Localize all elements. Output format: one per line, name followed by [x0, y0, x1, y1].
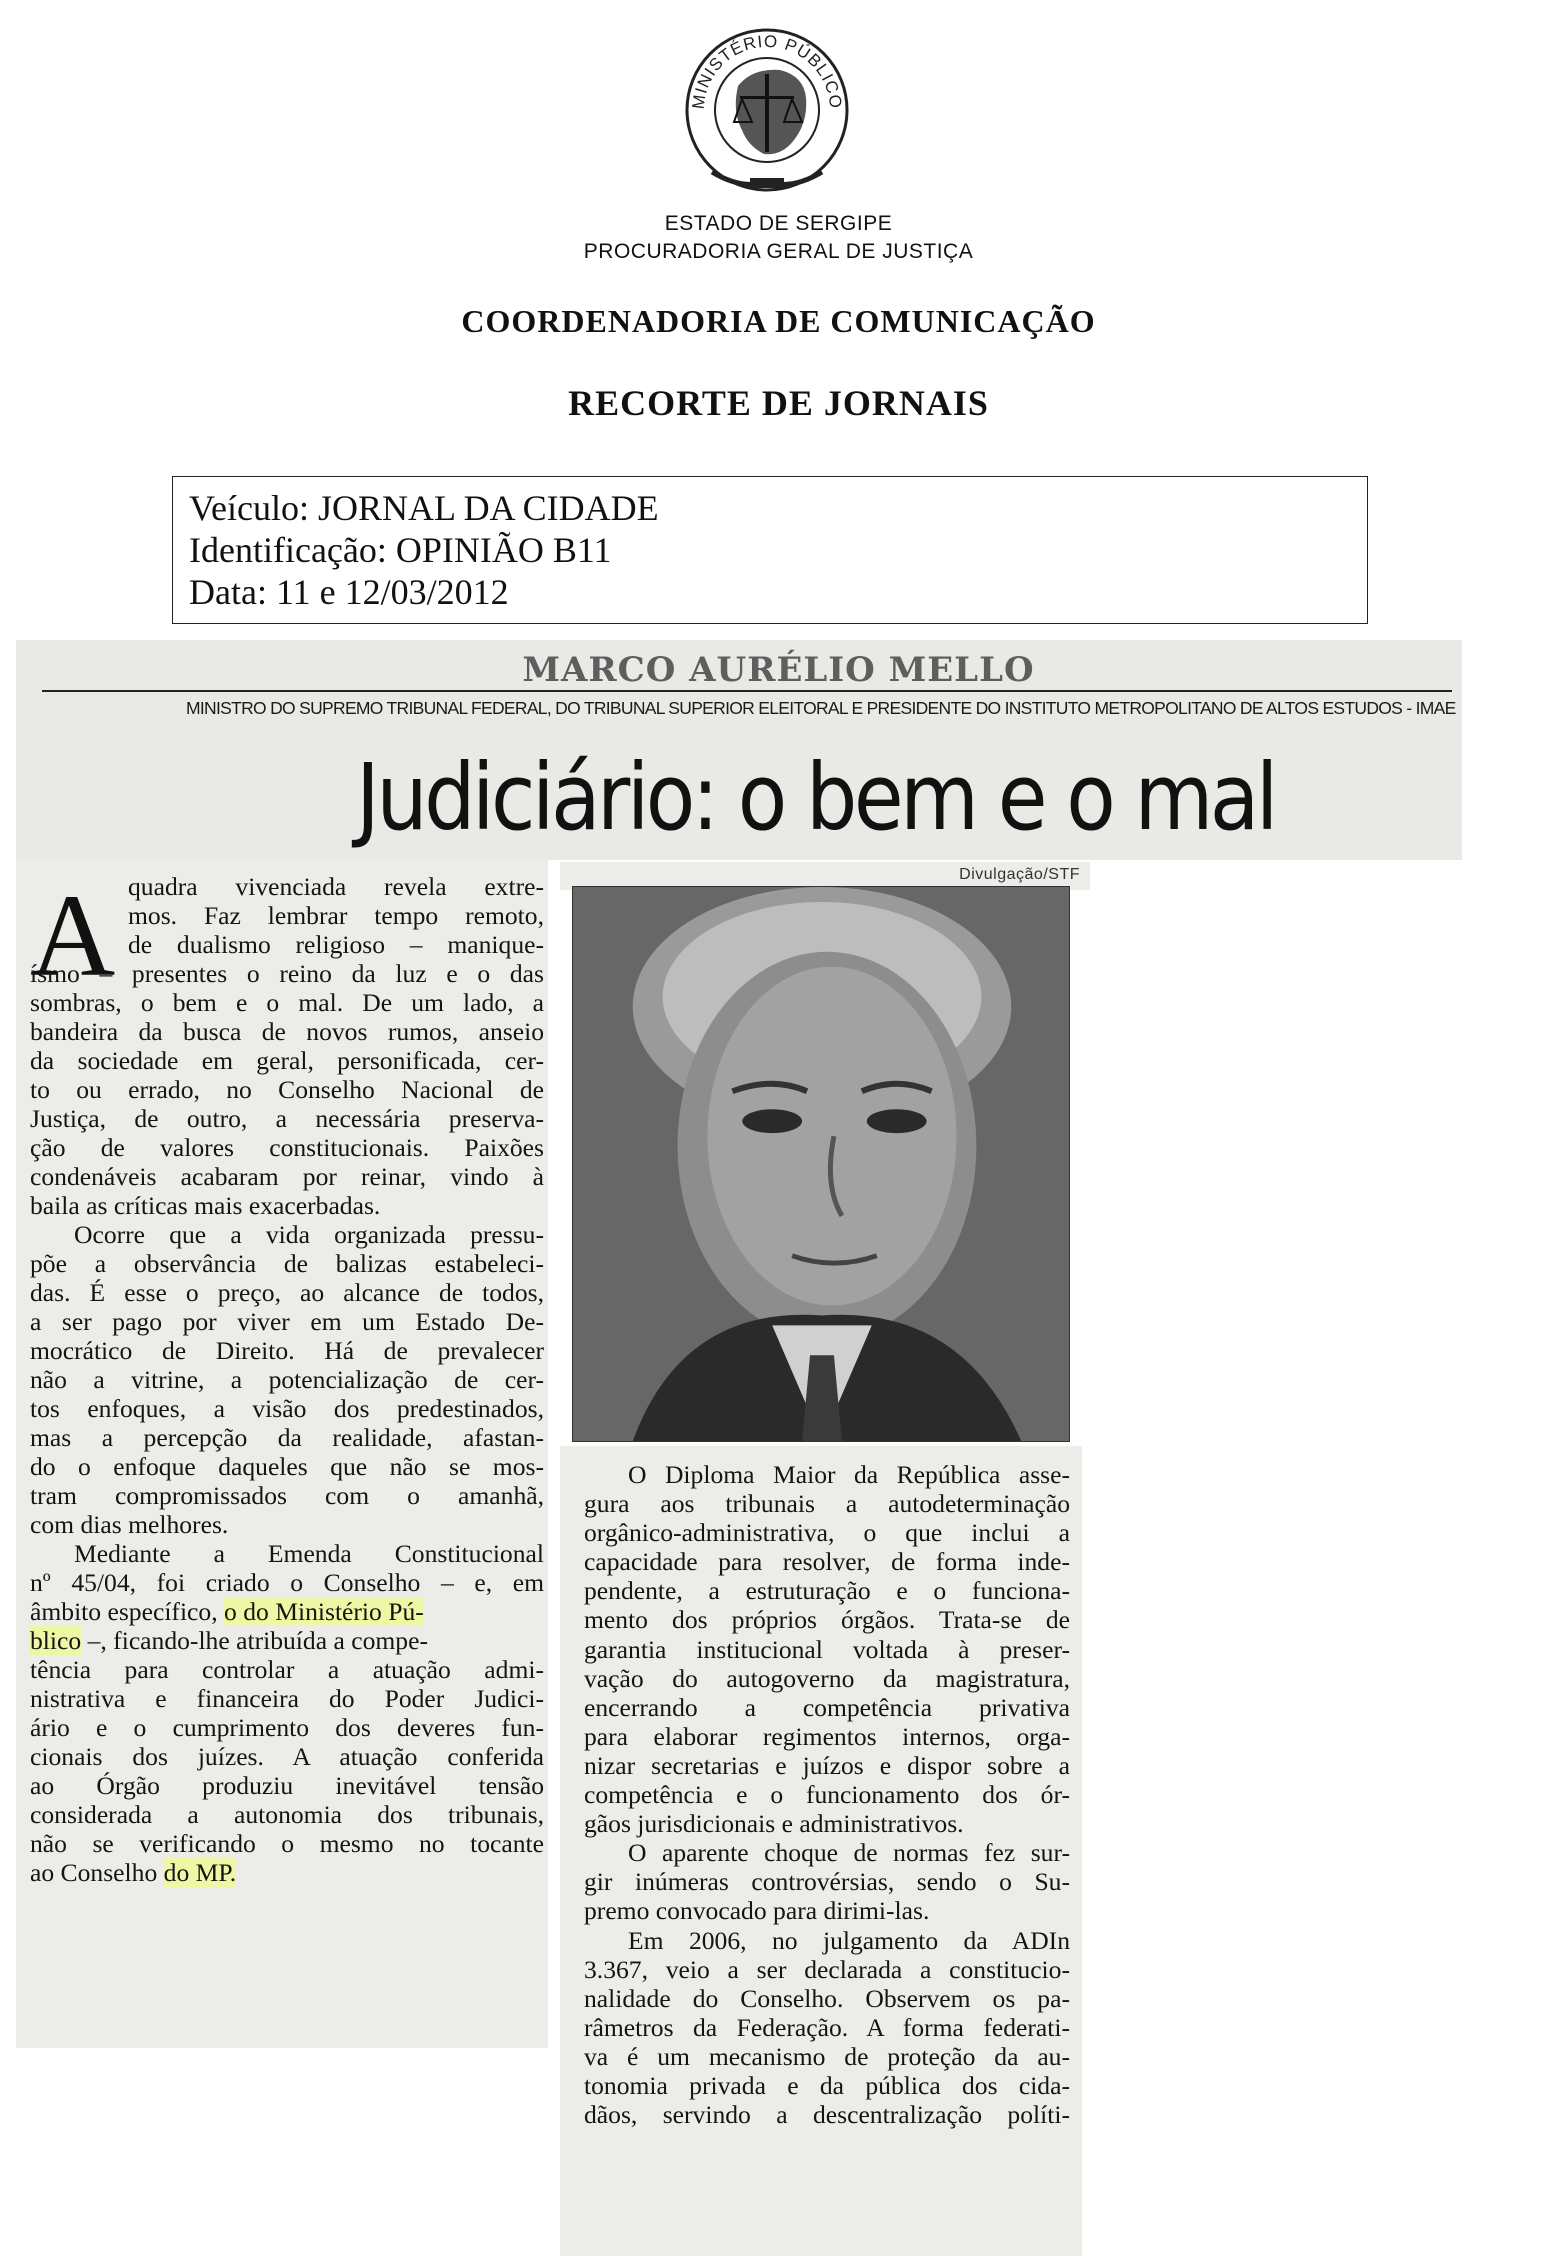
- text-line: quadra vivenciada revela extre-: [128, 872, 544, 901]
- text-line: O Diploma Maior da República asse-: [628, 1460, 1070, 1489]
- text-line: ao Órgão produziu inevitável tensão: [30, 1771, 544, 1800]
- text-line: bandeira da busca de novos rumos, anseio: [30, 1017, 544, 1046]
- state-name: ESTADO DE SERGIPE: [664, 212, 893, 235]
- text-line: sombras, o bem e o mal. De um lado, a: [30, 988, 544, 1017]
- text-line: capacidade para resolver, de forma inde-: [584, 1547, 1070, 1577]
- info-identificacao: Identificação: OPINIÃO B11: [189, 530, 612, 570]
- info-veiculo: Veículo: JORNAL DA CIDADE: [189, 488, 659, 528]
- text-line: das. É esse o preço, ao alcance de todos,: [30, 1278, 544, 1307]
- text-line: ção de valores constitucionais. Paixões: [30, 1133, 544, 1162]
- text-line: [30, 1858, 544, 1887]
- clipping-info-box: [172, 476, 1368, 624]
- department-title: COORDENADORIA DE COMUNICAÇÃO: [461, 303, 1096, 339]
- author-name: MARCO AURÉLIO MELLO: [522, 650, 1035, 690]
- text-line: dãos, servindo a descentralização políti-: [584, 2100, 1070, 2130]
- text-line: ário e o cumprimento dos deveres fun-: [30, 1713, 544, 1742]
- text-segment: âmbito específico,: [30, 1597, 225, 1626]
- text-line: Justiça, de outro, a necessária preserva-: [30, 1104, 544, 1133]
- text-line: põe a observância de balizas estabeleci-: [30, 1249, 544, 1278]
- text-segment: –, ficando-lhe atribuída a compe-: [81, 1626, 428, 1655]
- text-line: orgânico-administrativa, o que inclui a: [584, 1518, 1070, 1548]
- author-portrait-photo: [572, 886, 1070, 1442]
- text-line: nizar secretarias e juízos e dispor sobre a: [584, 1750, 1070, 1780]
- highlighted-text: o do Ministério Pú-: [224, 1597, 424, 1626]
- text-line: Mediante a Emenda Constitucional: [74, 1539, 544, 1568]
- text-line: 3.367, veio a ser declarada a constitucio-: [584, 1954, 1070, 1984]
- text-line: gir inúmeras controvérsias, sendo o Su-: [584, 1867, 1070, 1897]
- text-line: [30, 1626, 544, 1655]
- text-line: competência e o funcionamento dos ór-: [584, 1780, 1070, 1810]
- text-line: pendente, a estruturação e o funciona-: [584, 1576, 1070, 1606]
- section-title: RECORTE DE JORNAIS: [568, 383, 989, 423]
- text-line: nº 45/04, foi criado o Conselho – e, em: [30, 1568, 544, 1597]
- text-line: baila as críticas mais exacerbadas.: [30, 1191, 381, 1220]
- text-line: mento dos próprios órgãos. Trata-se de: [584, 1605, 1070, 1635]
- article-left-column: [30, 872, 544, 1887]
- text-line: va é um mecanismo de proteção da au-: [584, 2041, 1070, 2071]
- article-headline: Judiciário: o bem e o mal: [356, 744, 1275, 851]
- office-name: PROCURADORIA GERAL DE JUSTIÇA: [583, 240, 974, 263]
- text-line: de dualismo religioso – manique-: [128, 930, 544, 959]
- text-line: ísmo – presentes o reino da luz e o das: [30, 959, 544, 988]
- text-line: tência para controlar a atuação admi-: [30, 1655, 544, 1684]
- text-line: [30, 1597, 544, 1626]
- ministerio-publico-seal: [682, 22, 852, 197]
- photo-credit: Divulgação/STF: [959, 866, 1080, 883]
- info-data: Data: 11 e 12/03/2012: [189, 572, 509, 612]
- highlighted-text: blico: [30, 1626, 82, 1655]
- drop-cap: A: [30, 870, 116, 1001]
- text-line: encerrando a competência privativa: [584, 1692, 1070, 1722]
- text-line: Ocorre que a vida organizada pressu-: [74, 1220, 544, 1249]
- text-line: vação do autogoverno da magistratura,: [584, 1663, 1070, 1693]
- text-line: O aparente choque de normas fez sur-: [628, 1838, 1070, 1868]
- text-line: mos. Faz lembrar tempo remoto,: [128, 901, 544, 930]
- text-line: premo convocado para dirimi-las.: [584, 1896, 930, 1926]
- text-line: para elaborar regimentos internos, orga-: [584, 1721, 1070, 1751]
- text-line: tos enfoques, a visão dos predestinados,: [30, 1394, 544, 1423]
- text-line: tram compromissados com o amanhã,: [30, 1481, 544, 1510]
- article-right-column: [584, 1460, 1070, 2129]
- svg-text:MINISTÉRIO PÚBLICO: MINISTÉRIO PÚBLICO: [688, 31, 846, 111]
- text-line: nalidade do Conselho. Observem os pa-: [584, 1983, 1070, 2013]
- author-description: MINISTRO DO SUPREMO TRIBUNAL FEDERAL, DO TRIBUNAL SUPERIOR ELEITORAL E PRESIDENTE DO INSTITUTO METROPOLITANO DE ALTOS ESTUDOS - IMAE: [186, 698, 1456, 718]
- text-line: considerada a autonomia dos tribunais,: [30, 1800, 544, 1829]
- text-line: não a vitrine, a potencialização de cer-: [30, 1365, 544, 1394]
- highlighted-text: do MP.: [163, 1858, 237, 1887]
- text-line: cionais dos juízes. A atuação conferida: [30, 1742, 544, 1771]
- text-line: to ou errado, no Conselho Nacional de: [30, 1075, 544, 1104]
- text-line: râmetros da Federação. A forma federati-: [584, 2012, 1070, 2042]
- text-line: do o enfoque daqueles que não se mos-: [30, 1452, 544, 1481]
- text-line: mocrático de Direito. Há de prevalecer: [30, 1336, 544, 1365]
- text-line: gãos jurisdicionais e administrativos.: [584, 1809, 964, 1839]
- text-segment: ao Conselho: [30, 1858, 164, 1887]
- text-line: tonomia privada e da pública dos cida-: [584, 2070, 1070, 2100]
- text-line: Em 2006, no julgamento da ADIn: [628, 1925, 1070, 1955]
- text-line: a ser pago por viver em um Estado De-: [30, 1307, 544, 1336]
- text-line: gura aos tribunais a autodeterminação: [584, 1489, 1070, 1519]
- text-line: com dias melhores.: [30, 1510, 229, 1539]
- header-rule: [42, 690, 1452, 692]
- text-line: não se verificando o mesmo no tocante: [30, 1829, 544, 1858]
- text-line: mas a percepção da realidade, afastan-: [30, 1423, 544, 1452]
- text-line: condenáveis acabaram por reinar, vindo à: [30, 1162, 544, 1191]
- text-line: nistrativa e financeira do Poder Judici-: [30, 1684, 544, 1713]
- text-line: da sociedade em geral, personificada, cer-: [30, 1046, 544, 1075]
- text-line: garantia institucional voltada à preser-: [584, 1634, 1070, 1664]
